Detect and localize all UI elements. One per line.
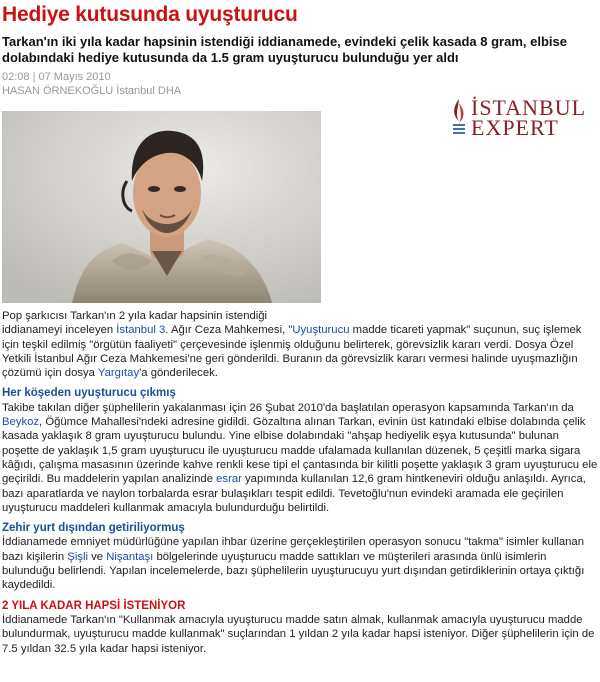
logo-line1: İSTANBUL: [471, 95, 587, 120]
intro-text-a: Pop şarkıcısı Tarkan'ın 2 yıla kadar hapsinin istendiği: [2, 310, 268, 322]
link-yargitay[interactable]: Yargıtay: [97, 367, 140, 380]
article-lead: Tarkan'ın iki yıla kadar hapsinin istendiği iddianamede, evindeki çelik kasada 8 gram, elbise dolabındaki hediye kutusunda da 1.5 gram uyuşturucu bulunduğu yer aldı: [2, 34, 567, 65]
section-heading-2: Zehir yurt dışından getiriliyormuş: [2, 522, 185, 535]
link-uyusturucu[interactable]: Uyuşturucu: [292, 324, 350, 337]
s2-text-c: bölgelerinde uyuşturucu madde sattıkları ve müşterileri arasında ünlü isimlerin bulunduğu belirlendi. Yapılan incelemelerde, bazı şüphelilerin uyuşturucuyu yurt dışından getirdiklerinin ortaya çıktığı kaydedildi.: [2, 550, 585, 592]
link-esrar[interactable]: esrar: [216, 473, 242, 486]
s1-text-a: Takibe takılan diğer şüphelilerin yakalanması için 26 Şubat 2010'da başlatılan operasyon kapsamında Tarkan'ın da: [2, 401, 574, 414]
article-title: Hediye kutusunda uyuşturucu: [2, 3, 298, 26]
paragraph-intro: [2, 309, 598, 380]
intro-text-e: 'a gönderilecek.: [139, 367, 218, 380]
link-nisantasi[interactable]: Nişantaşı: [106, 550, 154, 563]
article-photo: [2, 111, 321, 303]
paragraph-section-3: İddianamede Tarkan'ın "Kullanmak amacıyla uyuşturucu madde satın almak, kullanmak amacıyla uyuşturucu madde bulundurmak, uyuşturucu madde kullanmak" suçlarından 1 yıldan 2 yıla kadar hapsi isteniyor. Diğer şüphelilerin için de 7.5 yıldan 32.5 yıla kadar hapsi isteniyor.: [2, 613, 595, 655]
link-sisli[interactable]: Şişli: [67, 550, 89, 563]
section-heading-1: Her köşeden uyuşturucu çıkmış: [2, 387, 176, 400]
section-heading-3: 2 YILA KADAR HAPSİ İSTENİYOR: [2, 599, 186, 612]
s1-text-c: yapımında kullanılan 12,6 gram hintkeneviri olduğu anlaşıldı. Ayrıca, bazı aparatlarda ve naylon torbalarda esrar bulaşıkları tespit edildi. Tevetoğlu'nun evindeki aramada ele geçirilen uyuşturucu maddeleri kullanmak amacıyla bulundurduğu belirtildi.: [2, 473, 586, 514]
article-body: [2, 309, 598, 656]
article-meta: [2, 70, 181, 98]
s2-text-b: ve: [88, 550, 107, 563]
intro-text-c: . Ağır Ceza Mahkemesi, ": [165, 324, 293, 337]
intro-text-d: madde ticareti yapmak" suçunun, suç işlemek için teşkil edilmiş "örgütün faaliyeti" çerçevesinde işlenmiş olduğunu belirterek, görevsizlik kararı verdi. Dosya Özel Yetkili İstanbul Ağır Ceza Mahkemesi'ne geri gönderildi. Buranın da görevsizlik kararı vermesi halinde uyuşmazlığın çözümü için dosya: [2, 324, 582, 380]
byline: HASAN ÖRNEKOĞLU İstanbul DHA: [2, 85, 182, 97]
paragraph-section-1: [2, 401, 598, 515]
s1-text-b: , Öğümce Mahallesi'ndeki adresine gidildi. Gözaltına alınan Tarkan, evinin üst katındaki elbise dolabında çelik kasada yaklaşık 8 gram uyuşturucu bulundu. Yine elbise dolabındaki "ahşap hediyelik eşya kutusunda" bulunan poşette de yaklaşık 1,5 gram uyuşturucu ile uyuşturucu madde ufalamada kullanılan düzenek, 5 çeşitli marka sigara kâğıdı, çalışma masasının üzerinde kahve renkli kese tipi el çantasında bir kilitli poşette yaklaşık 3 gram uyuşturucu ele geçirildi. Bu maddelerin yapılan analizinde: [2, 416, 598, 486]
dateline: 02:08 | 07 Mayıs 2010: [2, 71, 111, 83]
intro-text-b: iddianameyi inceleyen: [2, 324, 117, 337]
link-istanbul-3[interactable]: İstanbul 3: [116, 324, 166, 337]
logo-line2: EXPERT: [471, 115, 559, 140]
paragraph-section-2: [2, 535, 598, 592]
link-beykoz[interactable]: Beykoz: [2, 416, 40, 429]
s2-text-a: İddianamede emniyet müdürlüğüne yapılan ihbar üzerine gerçekleştirilen operasyon sonucu "takma" isimler kullanan bazı kişilerin: [2, 536, 584, 563]
flame-logo-icon: [450, 97, 468, 137]
istanbul-expert-logo[interactable]: [450, 95, 595, 139]
portrait-illustration: [2, 111, 321, 303]
